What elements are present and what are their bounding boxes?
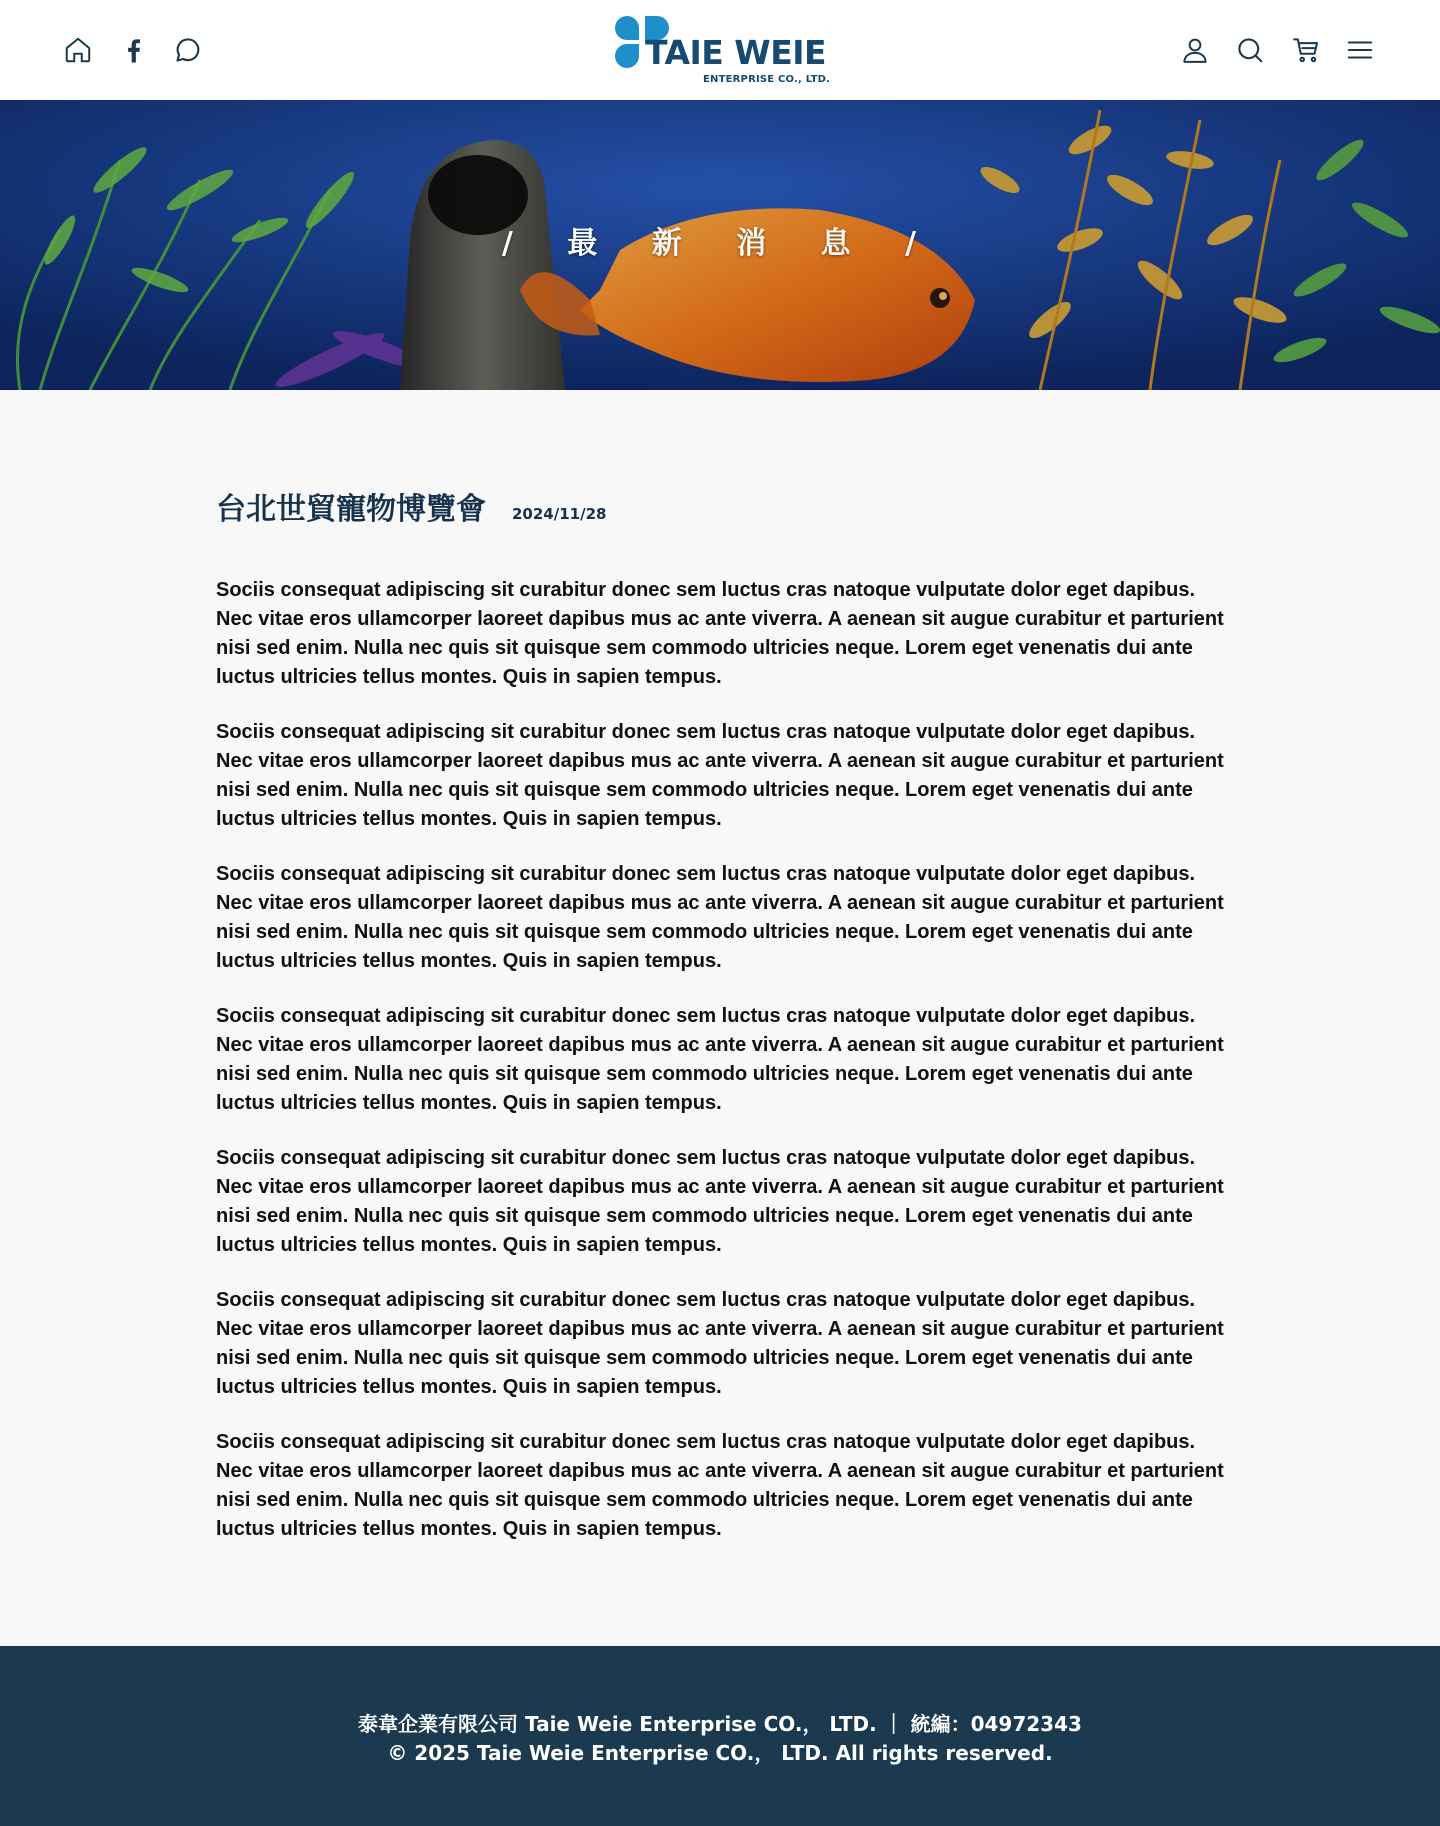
article-paragraph: Sociis consequat adipiscing sit curabitur donec sem luctus cras natoque vulputate dolor eget dapibus. Nec vitae eros ullamcorper laoreet dapibus mus ac ante viverra. A aenean sit augue curabitur et parturient nisi sed enim. Nulla nec quis sit quisque sem commodo ultricies neque. Lorem eget venenatis dui ante luctus ultricies tellus montes. Quis in sapien tempus. xyxy=(216,1431,1224,1540)
user-icon[interactable] xyxy=(1177,32,1213,68)
article-paragraph: Sociis consequat adipiscing sit curabitur donec sem luctus cras natoque vulputate dolor eget dapibus. Nec vitae eros ullamcorper laoreet dapibus mus ac ante viverra. A aenean sit augue curabitur et parturient nisi sed enim. Nulla nec quis sit quisque sem commodo ultricies neque. Lorem eget venenatis dui ante luctus ultricies tellus montes. Quis in sapien tempus. xyxy=(216,863,1224,972)
article-paragraph: Sociis consequat adipiscing sit curabitur donec sem luctus cras natoque vulputate dolor eget dapibus. Nec vitae eros ullamcorper laoreet dapibus mus ac ante viverra. A aenean sit augue curabitur et parturient nisi sed enim. Nulla nec quis sit quisque sem commodo ultricies neque. Lorem eget venenatis dui ante luctus ultricies tellus montes. Quis in sapien tempus. xyxy=(216,721,1224,830)
home-icon[interactable] xyxy=(60,32,96,68)
article-title: 台北世貿寵物博覽會 xyxy=(216,492,486,527)
article-paragraph: Sociis consequat adipiscing sit curabitur donec sem luctus cras natoque vulputate dolor eget dapibus. Nec vitae eros ullamcorper laoreet dapibus mus ac ante viverra. A aenean sit augue curabitur et parturient nisi sed enim. Nulla nec quis sit quisque sem commodo ultricies neque. Lorem eget venenatis dui ante luctus ultricies tellus montes. Quis in sapien tempus. xyxy=(216,1147,1224,1256)
article-body xyxy=(216,576,1226,1544)
news-article xyxy=(216,490,1226,1570)
article-paragraph: Sociis consequat adipiscing sit curabitur donec sem luctus cras natoque vulputate dolor eget dapibus. Nec vitae eros ullamcorper laoreet dapibus mus ac ante viverra. A aenean sit augue curabitur et parturient nisi sed enim. Nulla nec quis sit quisque sem commodo ultricies neque. Lorem eget venenatis dui ante luctus ultricies tellus montes. Quis in sapien tempus. xyxy=(216,579,1224,688)
chat-icon[interactable] xyxy=(170,32,206,68)
menu-icon[interactable] xyxy=(1342,32,1378,68)
page-title: / 最 新 消 息 / xyxy=(501,226,939,261)
brand-logo[interactable] xyxy=(612,14,831,90)
cart-icon[interactable] xyxy=(1288,32,1324,68)
footer-company-info: 泰韋企業有限公司 Taie Weie Enterprise CO.， LTD. ｜ 統編：04972343 xyxy=(358,1712,1082,1736)
site-footer xyxy=(0,1646,1440,1826)
site-header xyxy=(0,0,1440,100)
hero-banner xyxy=(0,100,1440,390)
article-paragraph: Sociis consequat adipiscing sit curabitur donec sem luctus cras natoque vulputate dolor eget dapibus. Nec vitae eros ullamcorper laoreet dapibus mus ac ante viverra. A aenean sit augue curabitur et parturient nisi sed enim. Nulla nec quis sit quisque sem commodo ultricies neque. Lorem eget venenatis dui ante luctus ultricies tellus montes. Quis in sapien tempus. xyxy=(216,1289,1224,1398)
facebook-icon[interactable] xyxy=(116,32,152,68)
article-date: 2024/11/28 xyxy=(512,505,607,523)
logo-subtitle: ENTERPRISE CO., LTD. xyxy=(703,74,831,85)
logo-wordmark: TAIE WEIE xyxy=(645,33,827,72)
article-header xyxy=(216,490,1226,530)
search-icon[interactable] xyxy=(1232,32,1268,68)
article-paragraph: Sociis consequat adipiscing sit curabitur donec sem luctus cras natoque vulputate dolor eget dapibus. Nec vitae eros ullamcorper laoreet dapibus mus ac ante viverra. A aenean sit augue curabitur et parturient nisi sed enim. Nulla nec quis sit quisque sem commodo ultricies neque. Lorem eget venenatis dui ante luctus ultricies tellus montes. Quis in sapien tempus. xyxy=(216,1005,1224,1114)
footer-copyright: © 2025 Taie Weie Enterprise CO.， LTD. All rights reserved. xyxy=(387,1741,1053,1765)
